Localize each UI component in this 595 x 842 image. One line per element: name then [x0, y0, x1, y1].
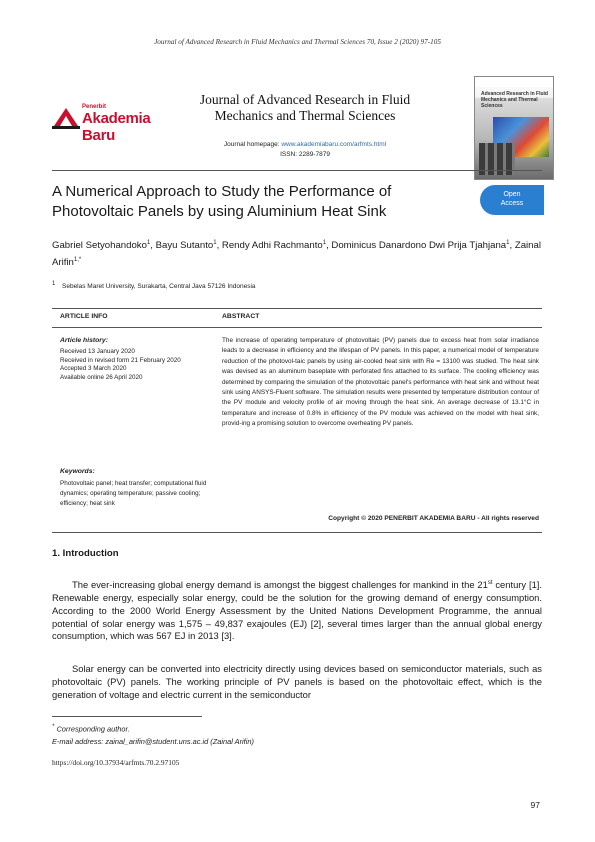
journal-issn: ISSN: 2289-7879 — [280, 151, 330, 158]
page-number: 97 — [530, 800, 540, 810]
article-history — [60, 348, 220, 382]
author-name: Dominicus Danardono Dwi Prija Tjahjana — [331, 240, 507, 252]
publisher-name: Akademia Baru — [82, 110, 151, 144]
history-item: Received in revised form 21 February 2020 — [60, 356, 181, 364]
header-divider — [52, 170, 542, 171]
paper-title: A Numerical Approach to Study the Performance of Photovoltaic Panels by using Aluminium Heat Sink — [52, 183, 392, 220]
journal-homepage — [170, 141, 440, 148]
open-access-line1: Open — [503, 191, 521, 198]
journal-homepage-label: Journal homepage: — [223, 141, 282, 148]
author-affil: 1 — [213, 240, 217, 246]
affiliation — [52, 281, 547, 290]
author-affil: 1 — [146, 240, 151, 246]
cover-title: Advanced Research in Fluid Mechanics and Thermal Sciences — [481, 91, 548, 109]
corresponding-author-label: Corresponding author. — [54, 724, 130, 734]
publisher-prefix: Penerbit — [82, 104, 107, 110]
paragraph-text: century [1]. Renewable energy, especially solar energy, could be the solution for the growing demand of energy consumption. According to the 2000 World Energy Assessment by the United Nations Development Programme, the annual potential of solar energy was 1,575 – 49,837 exajoules (EJ) [2], several times larger than the annual global energy consumption, which was 567 EJ in 2013 [3]. — [52, 579, 542, 642]
history-item: Received 13 January 2020 — [60, 348, 135, 355]
open-access-line2: Access — [500, 200, 524, 207]
abstract-heading: ABSTRACT — [222, 313, 260, 320]
publisher-logo — [52, 104, 170, 144]
author-affil: 1 — [506, 240, 510, 246]
info-header-rule — [52, 327, 542, 328]
email-address: E-mail address: zainal_arifin@student.uns.ac.id (Zainal Arifin) — [52, 737, 254, 746]
copyright-notice: Copyright © 2020 PENERBIT AKADEMIA BARU - All rights reserved — [328, 515, 539, 522]
author-sep: , — [216, 240, 222, 252]
paragraph-text: The ever-increasing global energy demand is amongst the biggest challenges for mankind in the 21 — [72, 579, 488, 591]
article-info-heading: ARTICLE INFO — [60, 313, 108, 320]
author-sep: , — [150, 240, 156, 252]
journal-homepage-link[interactable]: www.akademiabaru.com/arfmts.html — [281, 141, 387, 148]
running-header: Journal of Advanced Research in Fluid Mechanics and Thermal Sciences 70, Issue 2 (2020) 97-105 — [154, 38, 441, 46]
author-sep: , — [509, 240, 515, 252]
publisher-logo-icon — [52, 106, 80, 130]
cover-top-bar — [475, 77, 553, 87]
open-access-badge[interactable] — [480, 185, 544, 215]
keywords-heading: Keywords: — [60, 468, 95, 475]
affiliation-text: Sebelas Maret University, Surakarta, Central Java 57126 Indonesia — [62, 283, 256, 291]
body-paragraph — [52, 577, 542, 643]
history-heading: Article history: — [60, 337, 108, 344]
corresponding-author-note — [52, 723, 130, 733]
history-item: Available online 26 April 2020 — [60, 373, 143, 381]
info-top-rule — [52, 308, 542, 309]
author-list — [52, 236, 547, 270]
author-name: Zainal Arifin — [52, 240, 541, 269]
journal-cover-image — [474, 76, 554, 180]
author-sep: , — [326, 240, 332, 252]
keywords: Photovoltaic panel; heat transfer; computational fluid dynamics; operating temperature; passive cooling; efficiency; heat sink — [60, 480, 207, 507]
info-bottom-rule — [52, 532, 542, 533]
section-heading: 1. Introduction — [52, 548, 119, 559]
affiliation-number: 1 — [52, 281, 56, 287]
footnote-rule — [52, 716, 202, 717]
doi-link[interactable]: https://doi.org/10.37934/arfmts.70.2.97105 — [52, 758, 180, 767]
body-paragraph — [52, 663, 542, 701]
author-affil: 1,* — [73, 257, 82, 264]
author-name: Rendy Adhi Rachmanto — [221, 240, 323, 252]
ordinal-suffix: st — [487, 580, 493, 586]
author-affil: 1 — [322, 240, 327, 246]
author-name: Gabriel Setyohandoko — [52, 240, 147, 252]
journal-title: Journal of Advanced Research in Fluid Mechanics and Thermal Sciences — [199, 92, 411, 123]
paragraph-text: Solar energy can be converted into electricity directly using devices based on semiconductor materials, such as photovoltaic (PV) panels. The working principle of PV panels is based on the photovoltaic effect, which is the generation of voltage and electric current in the semiconductor — [52, 663, 542, 700]
footnote-star: * — [52, 723, 55, 730]
abstract-text: The increase of operating temperature of photovoltaic (PV) panels due to excess heat from solar irradiance leads to a decrease in efficiency and the lifespan of PV panels. In this paper, a numerical model of temperature reduction of the photovol-taic panels by using air-cooled heat sink with Re = 13100 was studied. The heat sink was devised as an aluminum baseplate with perforated fins attached to its surface. The cooling efficiency was determined by comparing the simulation of the photovoltaic panel's performance with heat sink and without heat sink using ANSYS-Fluent software. The simulation results were presented by temperature distribution contour of the PV module and velocity profile of air moving through the heat sink. An average decrease of 13.1°C in temperature and increase of 0.8% in efficiency of the PV module was achieved on the model with heat sink, provid-ing a promising solution to overcome overheating PV panels. — [222, 337, 539, 428]
author-name: Bayu Sutanto — [155, 240, 214, 252]
history-item: Accepted 3 March 2020 — [60, 365, 127, 373]
